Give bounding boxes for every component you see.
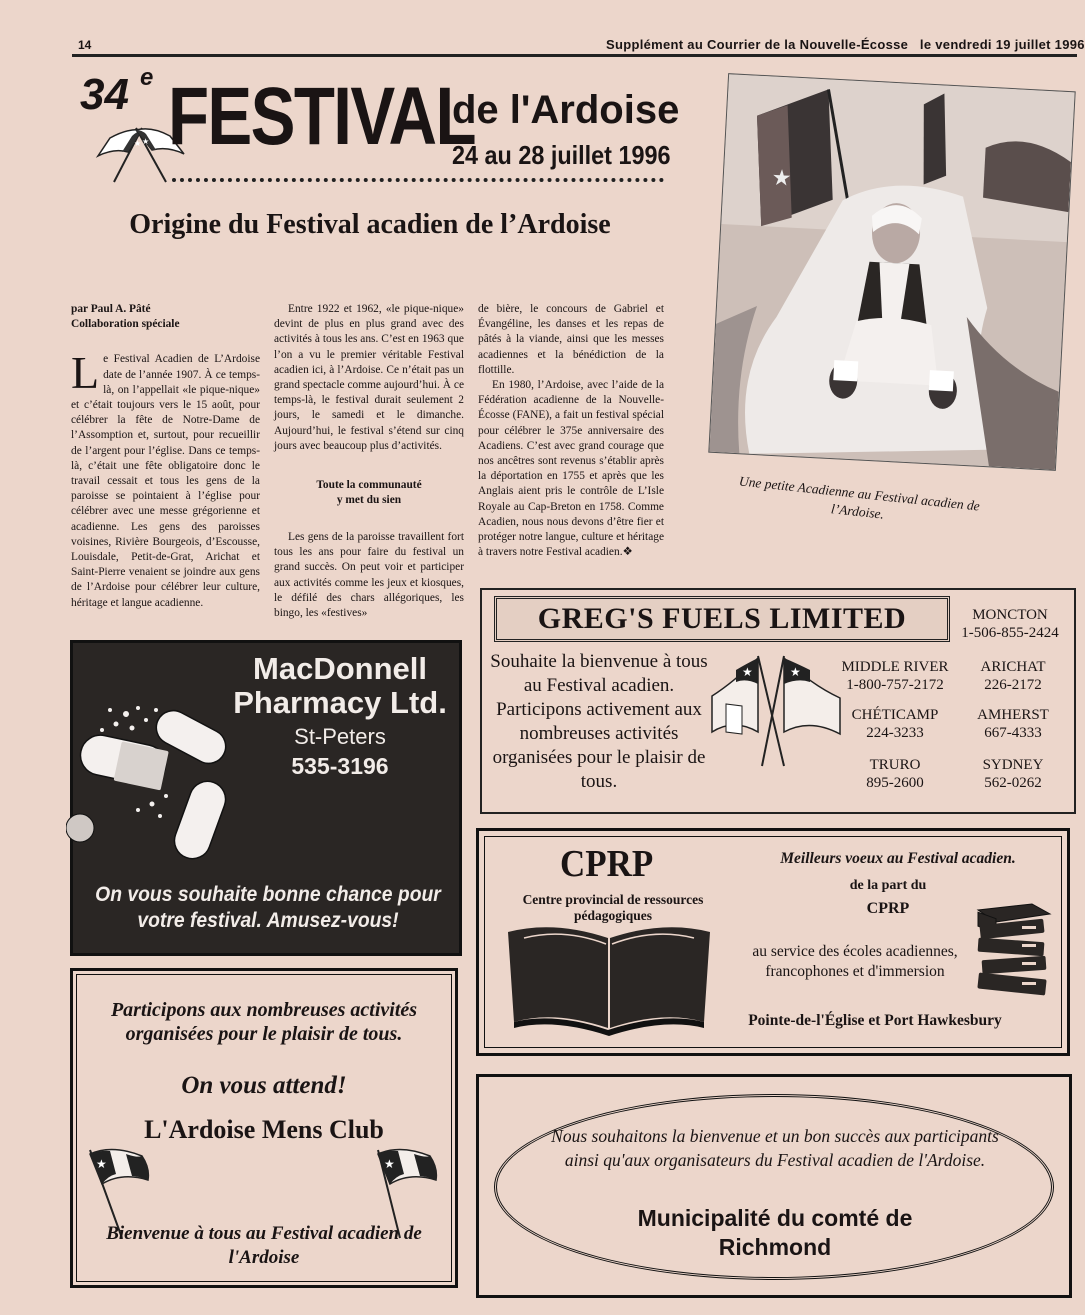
article-paragraph: Entre 1922 et 1962, «le pique-nique» devint de plus en plus grand avec des activités à tous les ans. C’est en 1963 que l’on a vu le premier véritable Festival acadien ici, à l’Ardoise. Ce n’était pas un grand spectacle comme aujourd’hui. À ce temps-là, le festival durait seulement 2 jours, le samedi et le dimanche. Aujourd’hui, le festival s’étend sur cinq jours avec beaucoup plus d’activités. [274, 303, 464, 452]
mens-club-welcome: Bienvenue à tous au Festival acadien de l'Ardoise [106, 1223, 422, 1268]
svg-text:★: ★ [384, 1157, 395, 1171]
macdonnell-city: St-Peters [294, 724, 386, 749]
cprp-from-name: CPRP [866, 900, 910, 917]
mens-club-invitation: Participons aux nombreuses activités organisées pour le plaisir de tous. [110, 999, 418, 1045]
municipalite-name: Municipalité du comté de Richmond [637, 1205, 913, 1260]
acadian-flags-icon [706, 648, 846, 768]
svg-text:★: ★ [790, 665, 801, 679]
svg-text:★: ★ [771, 164, 793, 191]
photo-caption: Une petite Acadienne au Festival acadien de l’Ardoise. [738, 473, 981, 522]
article-column-2 [274, 302, 464, 621]
cprp-wish: Meilleurs voeux au Festival acadien. [780, 850, 1016, 867]
mens-club-name: L'Ardoise Mens Club [144, 1115, 384, 1144]
macdonnell-name-line-1: MacDonnell [253, 651, 427, 686]
cprp-title: CPRP [560, 843, 654, 885]
macdonnell-name-line-2: Pharmacy Ltd. [233, 685, 447, 720]
festival-edition-superscript: e [140, 64, 154, 91]
gregs-location [830, 756, 960, 792]
gregs-location-city: AMHERST [977, 707, 1049, 723]
gregs-location-phone: 224-3233 [866, 725, 924, 741]
byline-author: par Paul A. Pâté [71, 303, 151, 315]
festival-wordmark: FESTIVAL [168, 71, 475, 162]
gregs-location-phone: 562-0262 [984, 775, 1042, 791]
gregs-location-city: CHÉTICAMP [851, 707, 939, 723]
article-paragraph: En 1980, l’Ardoise, avec l’aide de la Fédération acadienne de la Nouvelle-Écosse (FANE), a fait un festival spécial pour célébrer le 375e anniversaire des Acadiens. C’est avec grand courage que nos ancêtres sont revenus s’établir après la déportation en 1755 et après que les Anglais aient pris le contrôle de L’Isle Royale au Cap-Breton en 1758. Comme Acadien, nous nous devons d’être fier et protéger notre langue, culture et héritage à travers notre Festival acadien.❖ [478, 379, 664, 559]
svg-text:★: ★ [134, 139, 142, 148]
gregs-location-phone: 226-2172 [984, 677, 1042, 693]
header-rule [72, 54, 1077, 57]
gregs-headquarters [954, 606, 1066, 642]
book-stack-icon [972, 900, 1056, 1000]
article-title: Origine du Festival acadien de l’Ardoise [129, 209, 611, 240]
mens-club-tagline: On vous attend! [181, 1072, 347, 1099]
cprp-service: au service des écoles acadiennes, francophones et d'immersion [752, 943, 958, 980]
macdonnell-message: On vous souhaite bonne chance pour votre festival. Amusez-vous! [95, 883, 441, 932]
gregs-location-phone: 895-2600 [866, 775, 924, 791]
gregs-hq-city: MONCTON [972, 607, 1048, 623]
gregs-welcome-message: Souhaite la bienvenue à tous au Festival acadien. Participons activement aux nombreuses activités organisées pour le plaisir de tous. [490, 651, 708, 792]
festival-dates: 24 au 28 juillet 1996 [452, 140, 671, 170]
open-book-icon [504, 918, 714, 1036]
article-paragraph: Les gens de la paroisse travaillent fort tous les ans pour faire du festival un grand succès. On peut voir et participer aux activités comme les jeux et kiosques, le défilé des chars allégoriques, les bingo, les «festives» [274, 531, 464, 620]
gregs-location [948, 756, 1078, 792]
article-paragraph [71, 347, 260, 610]
byline [71, 302, 260, 332]
gregs-fuels-title: GREG'S FUELS LIMITED [494, 596, 950, 642]
byline-role: Collaboration spéciale [71, 318, 180, 331]
festival-photo [708, 73, 1075, 471]
cprp-from: de la part du [849, 878, 927, 893]
svg-text:★: ★ [742, 665, 753, 679]
subhead-line-1: Toute la communauté [316, 479, 422, 492]
festival-edition-number: 34 [80, 70, 129, 119]
gregs-location-city: MIDDLE RIVER [841, 659, 949, 675]
svg-text:★: ★ [96, 1157, 107, 1171]
gregs-location-city: ARICHAT [980, 659, 1046, 675]
photo-girl-in-costume [709, 74, 1074, 470]
drop-cap: L [71, 347, 100, 399]
gregs-hq-phone: 1-506-855-2424 [961, 625, 1059, 641]
article-text: e Festival Acadien de L’Ardoise date de l’année 1907. À ce temps-là, on l’appellait «le pique-nique» et c’était toujours vers le 15 août, pour célébrer la fête de Notre-Dame de l’Assomption et, surtout, pour recueillir de l’argent pour l’église. Dans ce temps-là, c’était une fête obligatoire donc le travail cessait et tous les gens de la paroisse se pointaient à l’église pour célébrer avec une messe grégorienne et acadienne. Les gens des paroisses voisines, Rivière Bourgeois, d’Escousse, Louisdale, Petit-de-Grat, Arichat et Saint-Pierre venaient se joindre aux gens de l’Ardoise pour célébrer leur culture, héritage et langue acadienne. [71, 353, 260, 609]
macdonnell-phone: 535-3196 [291, 753, 389, 779]
article-subhead [274, 478, 464, 508]
gregs-location-phone: 1-800-757-2172 [846, 677, 944, 693]
gregs-location [830, 706, 960, 742]
municipalite-message: Nous souhaitons la bienvenue et un bon succès aux participants ainsi qu'aux organisateurs du Festival acadien de l'Ardoise. [551, 1126, 999, 1170]
gregs-location-city: TRURO [869, 757, 921, 773]
article-paragraph: de bière, le concours de Gabriel et Évangéline, les danses et les repas de pâtés à la viande, ainsi que les messes acadiennes et la bénédiction de la flottille. [478, 303, 664, 376]
macdonnell-name [190, 652, 490, 720]
article-column-3 [478, 302, 664, 560]
masthead-dotted-rule [172, 178, 664, 182]
article-column-1 [71, 302, 260, 611]
cprp-location: Pointe-de-l'Église et Port Hawkesbury [748, 1012, 1002, 1029]
gregs-location [830, 658, 960, 694]
gregs-location [948, 658, 1078, 694]
gregs-location [948, 706, 1078, 742]
gregs-location-city: SYDNEY [982, 757, 1044, 773]
gregs-location-phone: 667-4333 [984, 725, 1042, 741]
cprp-subtitle: Centre provincial de ressources pédagogiques [522, 892, 704, 923]
publication-header: Supplément au Courrier de la Nouvelle-Écosse le vendredi 19 juillet 1996 [606, 37, 1085, 52]
subhead-line-2: y met du sien [336, 494, 402, 507]
svg-text:★: ★ [142, 137, 150, 146]
page-number: 14 [78, 38, 92, 52]
festival-location: de l'Ardoise [452, 88, 680, 132]
